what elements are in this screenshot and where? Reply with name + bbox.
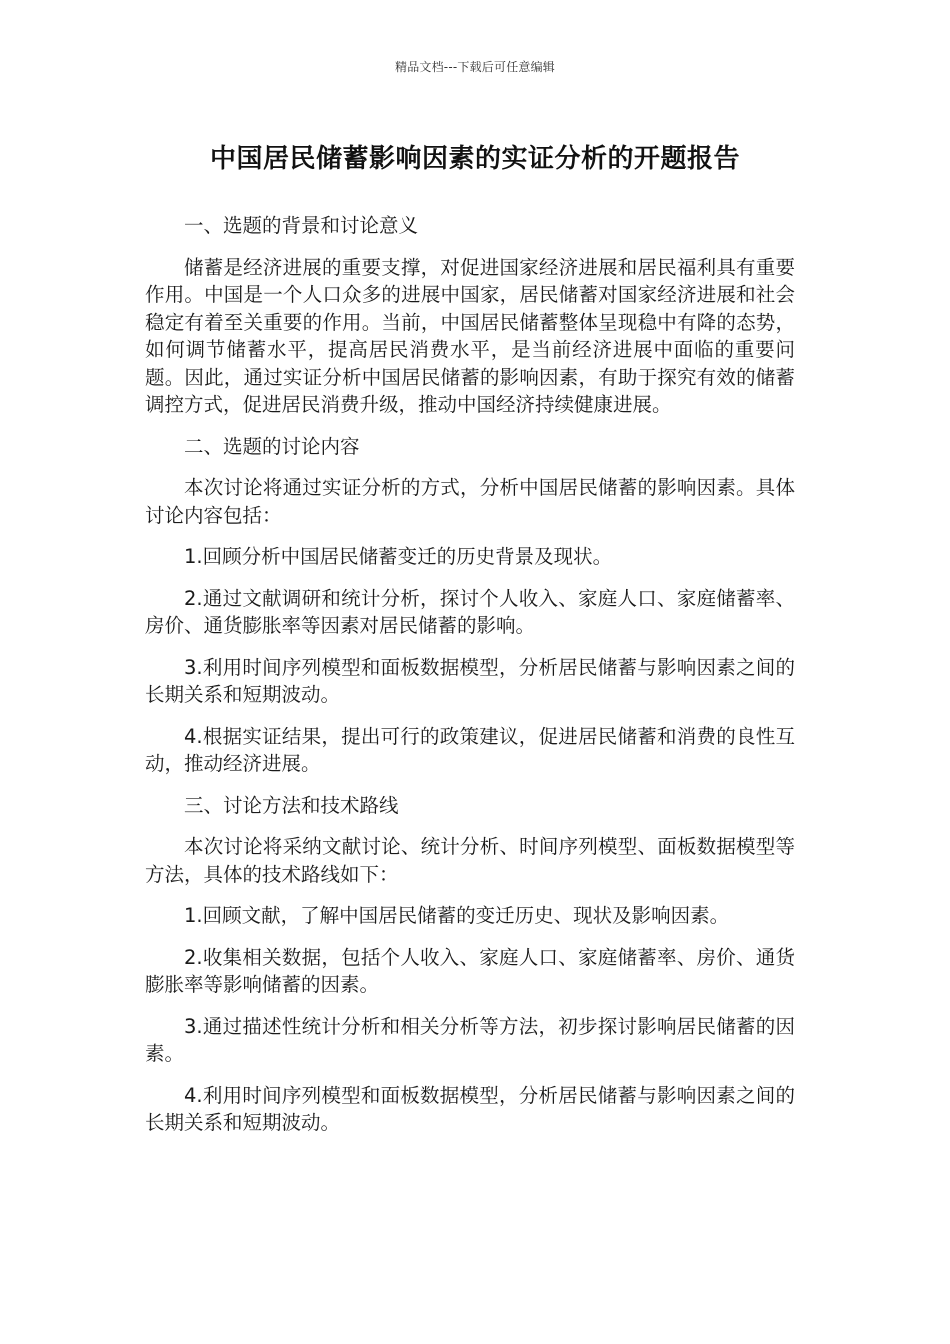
list-item-content-1: 1.回顾分析中国居民储蓄变迁的历史背景及现状。 (184, 545, 613, 568)
document-title: 中国居民储蓄影响因素的实证分析的开题报告 (209, 144, 740, 174)
section-heading-background: 一、选题的背景和讨论意义 (184, 214, 419, 237)
list-item-method-3: 3.通过描述性统计分析和相关分析等方法，初步探讨影响居民储蓄的因素。 (145, 1014, 795, 1065)
page-header-watermark: 精品文档---下载后可任意编辑 (395, 60, 555, 74)
paragraph-methods-intro: 本次讨论将采纳文献讨论、统计分析、时间序列模型、面板数据模型等方法，具体的技术路线如下： (145, 835, 795, 886)
list-item-method-4: 4.利用时间序列模型和面板数据模型，分析居民储蓄与影响因素之间的长期关系和短期波动。 (145, 1083, 795, 1134)
paragraph-content-intro: 本次讨论将通过实证分析的方式，分析中国居民储蓄的影响因素。具体讨论内容包括： (145, 476, 795, 527)
list-item-content-2: 2.通过文献调研和统计分析，探讨个人收入、家庭人口、家庭储蓄率、房价、通货膨胀率等因素对居民储蓄的影响。 (145, 586, 795, 637)
document-body (145, 212, 795, 1151)
list-item-method-1: 1.回顾文献，了解中国居民储蓄的变迁历史、现状及影响因素。 (184, 904, 730, 927)
list-item-content-4: 4.根据实证结果，提出可行的政策建议，促进居民储蓄和消费的良性互动，推动经济进展。 (145, 724, 795, 775)
section-heading-content: 二、选题的讨论内容 (184, 434, 360, 458)
paragraph-background: 储蓄是经济进展的重要支撑，对促进国家经济进展和居民福利具有重要作用。中国是一个人口众多的进展中国家，居民储蓄对国家经济进展和社会稳定有着至关重要的作用。当前，中国居民储蓄整体呈现稳中有降的态势，如何调节储蓄水平，提高居民消费水平，是当前经济进展中面临的重要问题。因此，通过实证分析中国居民储蓄的影响因素，有助于探究有效的储蓄调控方式，促进居民消费升级，推动中国经济持续健康进展。 (145, 255, 795, 416)
list-item-content-3: 3.利用时间序列模型和面板数据模型，分析居民储蓄与影响因素之间的长期关系和短期波动。 (145, 655, 795, 706)
list-item-method-2: 2.收集相关数据，包括个人收入、家庭人口、家庭储蓄率、房价、通货膨胀率等影响储蓄的因素。 (145, 945, 795, 996)
section-heading-methods: 三、讨论方法和技术路线 (184, 793, 399, 817)
